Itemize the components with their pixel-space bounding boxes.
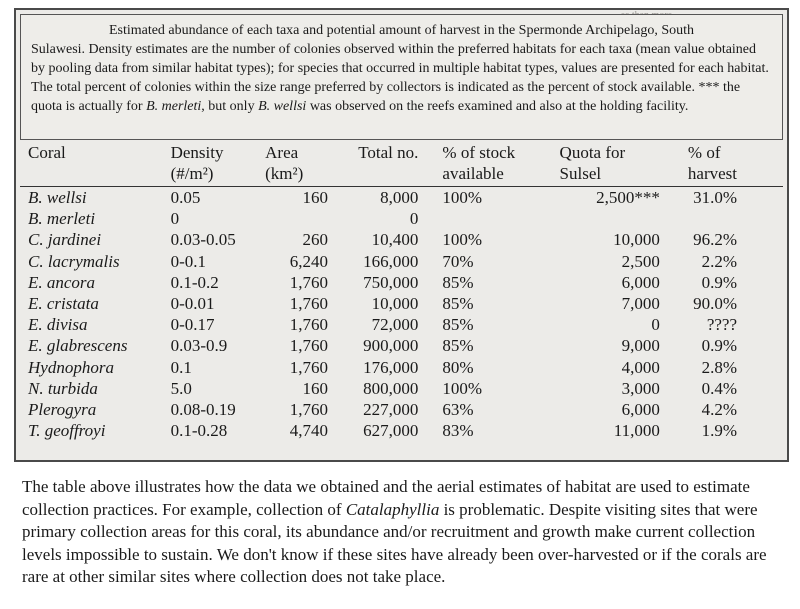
table-row — [20, 208, 783, 229]
header-coral: Coral — [28, 143, 66, 162]
cell-harvest: 2.8% — [701, 357, 737, 377]
header-stock-sub: available — [442, 164, 504, 183]
cell-stock: 85% — [442, 315, 474, 335]
cell-quota: 7,000 — [621, 294, 660, 314]
caption-first-line: Estimated abundance of each taxa and potential amount of harvest in the Spermonde Archipelago, South — [108, 23, 695, 38]
cell-total: 10,400 — [371, 230, 419, 250]
cell-area: 1,760 — [289, 400, 329, 420]
cell-area: 1,760 — [289, 294, 329, 314]
cell-coral: B. merleti — [28, 209, 96, 229]
cell-coral: E. cristata — [28, 294, 99, 314]
cell-area: 4,740 — [289, 421, 329, 441]
cell-quota — [542, 208, 668, 229]
cell-stock: 100% — [442, 188, 483, 207]
table-row — [20, 251, 783, 272]
cell-coral: Hydnophora — [28, 357, 114, 377]
cell-harvest: 31.0% — [693, 188, 737, 207]
cell-area: 260 — [302, 230, 329, 250]
cell-stock: 83% — [442, 421, 474, 441]
summary-text-before: The table above illustrates how the data we obtained and the aerial estimates of habitat are used to estimate collection practices. For example, collection of — [22, 477, 750, 519]
cell-total: 176,000 — [363, 357, 419, 377]
cell-stock: 85% — [442, 294, 474, 314]
cell-area — [265, 208, 340, 229]
cell-density: 0.05 — [170, 188, 201, 207]
table-row — [20, 314, 783, 335]
header-density-unit: (#/m²) — [170, 164, 214, 183]
cell-density: 0-0.17 — [170, 315, 215, 335]
cell-coral: Plerogyra — [28, 400, 97, 420]
cell-total: 10,000 — [371, 294, 419, 314]
cell-total: 8,000 — [380, 188, 419, 207]
table-row — [20, 399, 783, 420]
cell-harvest: ???? — [706, 315, 737, 335]
table-row — [20, 229, 783, 250]
cell-coral: N. turbida — [28, 378, 98, 398]
cell-quota: 2,500 — [621, 251, 660, 271]
caption-species-wellsi: B. wellsi — [258, 99, 307, 114]
cell-density: 0 — [170, 209, 180, 229]
cell-area: 1,760 — [289, 315, 329, 335]
cell-quota: 10,000 — [613, 230, 660, 250]
table-row — [20, 272, 783, 293]
cell-stock: 80% — [442, 357, 474, 377]
summary-text-after: is problematic. Despite visiting sites that were primary collection areas for this coral, its abundance and/or recruitment and growth make current collection levels impossible to sustain. We don't know if these sites have already been over-harvested or if the corals are rare at other similar sites where collection does not take place. — [22, 499, 767, 586]
cell-density: 0.1-0.2 — [170, 272, 219, 292]
cell-harvest: 96.2% — [693, 230, 737, 250]
table-row — [20, 335, 783, 356]
cell-area: 1,760 — [289, 272, 329, 292]
cell-coral: E. divisa — [28, 315, 88, 335]
cell-density: 0.03-0.9 — [170, 336, 228, 356]
header-area — [265, 142, 340, 187]
cell-harvest: 0.4% — [701, 378, 737, 398]
cell-coral: T. geoffroyi — [28, 421, 106, 441]
caption-species-merleti: B. merleti — [146, 99, 202, 114]
summary-paragraph — [22, 476, 792, 589]
coral-harvest-table — [20, 142, 783, 441]
table-caption — [20, 14, 783, 140]
cell-coral: E. glabrescens — [28, 336, 128, 356]
scanned-table-figure — [14, 8, 789, 462]
cell-coral: B. wellsi — [28, 188, 87, 207]
cell-harvest: 4.2% — [701, 400, 737, 420]
cell-total: 800,000 — [363, 378, 419, 398]
cell-density: 0.1 — [170, 357, 192, 377]
header-area-label: Area — [265, 143, 299, 162]
header-area-unit: (km²) — [265, 164, 304, 183]
cell-harvest: 1.9% — [701, 421, 737, 441]
cell-quota: 6,000 — [621, 272, 660, 292]
cell-total: 627,000 — [363, 421, 419, 441]
cell-harvest: 0.9% — [701, 336, 737, 356]
cell-area: 6,240 — [289, 251, 329, 271]
header-quota — [542, 142, 668, 187]
cell-quota: 3,000 — [621, 378, 660, 398]
cell-total: 750,000 — [363, 272, 419, 292]
summary-species: Catalaphyllia — [345, 499, 440, 519]
cell-area: 1,760 — [289, 336, 329, 356]
header-quota-sub: Sulsel — [559, 164, 602, 183]
cell-total: 0 — [409, 209, 419, 229]
cell-harvest: 0.9% — [701, 272, 737, 292]
cell-coral: C. jardinei — [28, 230, 102, 250]
header-density — [171, 142, 266, 187]
header-stock-label: % of stock — [442, 143, 516, 162]
cell-harvest: 90.0% — [693, 294, 737, 314]
cell-quota: 4,000 — [621, 357, 660, 377]
cell-stock: 100% — [442, 230, 483, 250]
cell-total: 900,000 — [363, 336, 419, 356]
table-row — [20, 293, 783, 314]
cell-quota: 9,000 — [621, 336, 660, 356]
cell-coral: C. lacrymalis — [28, 251, 120, 271]
cell-density: 5.0 — [170, 378, 192, 398]
cell-stock: 100% — [442, 378, 483, 398]
cell-total: 72,000 — [371, 315, 419, 335]
table-row — [20, 187, 783, 209]
cell-density: 0-0.01 — [170, 294, 215, 314]
cell-stock: 85% — [442, 336, 474, 356]
cell-total: 227,000 — [363, 400, 419, 420]
cell-stock: 63% — [442, 400, 474, 420]
header-total: Total no. — [358, 143, 419, 162]
cell-quota: 0 — [651, 315, 660, 335]
caption-body: Sulawesi. Density estimates are the number of colonies observed within the preferred habitats for each taxa (mean value obtained by pooling data from similar habitat types); for species that occurred in multiple habitat types, values are presented for each habitat. The total percent of colonies within the size range preferred by collectors is indicated as the percent of stock available. *** the quota is actually for — [31, 42, 769, 114]
cell-area: 160 — [302, 188, 329, 207]
header-density-label: Density — [170, 143, 224, 162]
cell-area: 1,760 — [289, 357, 329, 377]
cell-quota: 2,500*** — [596, 188, 660, 207]
table-row — [20, 420, 783, 441]
cell-harvest — [668, 208, 783, 229]
cell-quota: 6,000 — [621, 400, 660, 420]
caption-mid: , but only — [201, 99, 259, 114]
cell-area: 160 — [302, 378, 329, 398]
table-header-row — [20, 142, 783, 187]
header-harvest: % of harvest — [687, 143, 737, 183]
cell-stock — [432, 208, 541, 229]
header-stock — [432, 142, 541, 187]
table-row — [20, 378, 783, 399]
cell-stock: 70% — [442, 251, 474, 271]
header-quota-label: Quota for — [559, 143, 626, 162]
cell-density: 0-0.1 — [170, 251, 207, 271]
cell-total: 166,000 — [363, 251, 419, 271]
cell-quota: 11,000 — [613, 421, 660, 441]
cell-harvest: 2.2% — [701, 251, 737, 271]
cell-density: 0.08-0.19 — [170, 400, 236, 420]
table-row — [20, 357, 783, 378]
cell-stock: 85% — [442, 272, 474, 292]
cell-coral: E. ancora — [28, 272, 96, 292]
caption-end: was observed on the reefs examined and also at the holding facility. — [306, 99, 689, 114]
cell-density: 0.03-0.05 — [170, 230, 236, 250]
cell-density: 0.1-0.28 — [170, 421, 228, 441]
